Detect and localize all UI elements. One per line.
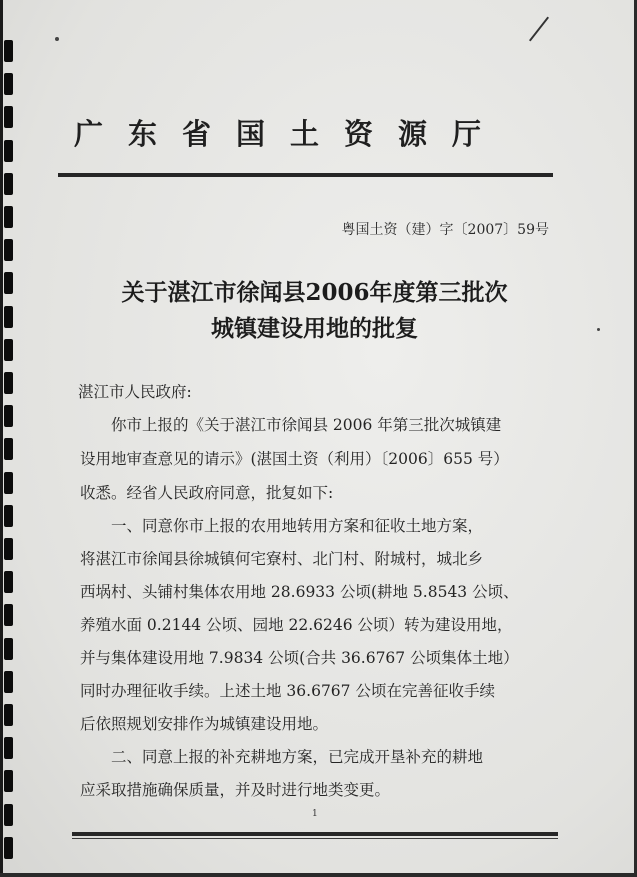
body-line: 应采取措施确保质量，并及时进行地类变更。 — [80, 781, 391, 799]
binding-hole — [4, 671, 13, 693]
footer-rule — [72, 832, 558, 836]
footer-rule-thin — [72, 838, 558, 839]
binding-hole — [4, 73, 13, 95]
body-line: 并与集体建设用地 7.9834 公顷(合共 36.6767 公顷集体土地） — [80, 649, 519, 667]
pen-mark — [529, 17, 549, 42]
document-title-line-2: 城镇建设用地的批复 — [211, 315, 418, 342]
body-line: 设用地审查意见的请示》(湛国土资（利用）〔2006〕655 号） — [80, 450, 509, 468]
binding-hole — [4, 372, 13, 394]
binding-hole — [4, 804, 13, 826]
body-line: 养殖水面 0.2144 公顷、园地 22.6246 公顷）转为建设用地， — [80, 616, 513, 634]
binding-hole — [4, 405, 13, 427]
binding-hole — [4, 837, 13, 859]
binding-hole — [4, 737, 13, 759]
body-line: 二、同意上报的补充耕地方案，已完成开垦补充的耕地 — [80, 748, 484, 766]
body-line: 将湛江市徐闻县徐城镇何宅寮村、北门村、附城村，城北乡 — [80, 550, 484, 568]
binding-hole — [4, 472, 13, 494]
scan-speck — [55, 37, 59, 41]
binding-hole — [4, 206, 13, 228]
binding-holes — [4, 40, 18, 860]
body-line: 你市上报的《关于湛江市徐闻县 2006 年第三批次城镇建 — [80, 416, 502, 434]
body-line: 西埚村、头铺村集体农用地 28.6933 公顷(耕地 5.8543 公顷、 — [80, 583, 519, 601]
binding-hole — [4, 538, 13, 560]
scan-bottom-edge — [0, 873, 637, 877]
binding-hole — [4, 173, 13, 195]
body-line: 同时办理征收手续。上述土地 36.6767 公顷在完善征收手续 — [80, 682, 495, 700]
binding-hole — [4, 438, 13, 460]
header-rule — [58, 173, 553, 177]
issuing-authority: 广东省国土资源厅 — [74, 117, 507, 151]
document-title-line-1: 关于湛江市徐闻县2006年度第三批次 — [121, 279, 508, 306]
document-number: 粤国土资（建）字〔2007〕59号 — [341, 222, 549, 238]
binding-hole — [4, 140, 13, 162]
body-line: 收悉。经省人民政府同意，批复如下: — [80, 484, 334, 502]
binding-hole — [4, 638, 13, 660]
binding-hole — [4, 571, 13, 593]
addressee: 湛江市人民政府: — [78, 383, 192, 401]
page-number: 1 — [312, 809, 318, 819]
binding-hole — [4, 40, 13, 62]
binding-hole — [4, 770, 13, 792]
binding-hole — [4, 239, 13, 261]
scan-left-edge — [0, 0, 3, 877]
binding-hole — [4, 505, 13, 527]
body-line: 后依照规划安排作为城镇建设用地。 — [80, 715, 329, 733]
binding-hole — [4, 704, 13, 726]
body-line: 一、同意你市上报的农用地转用方案和征收土地方案， — [80, 517, 484, 535]
binding-hole — [4, 604, 13, 626]
binding-hole — [4, 106, 13, 128]
